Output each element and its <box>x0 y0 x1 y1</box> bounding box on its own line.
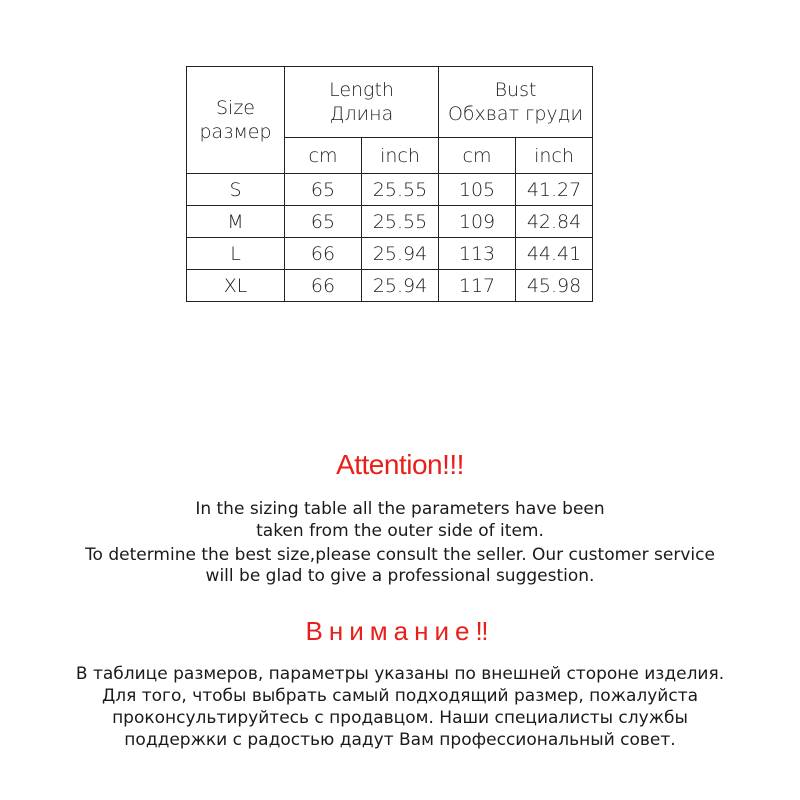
notice-line: Для того, чтобы выбрать самый подходящий размер, пожалуйста <box>101 686 699 706</box>
size-cell: XL <box>187 270 285 302</box>
notice-line: taken from the outer side of item. <box>256 521 544 541</box>
unit-cell: cm <box>439 138 516 174</box>
size-header-ru: размер <box>199 121 272 143</box>
notice-paragraph-en-1 <box>0 498 800 542</box>
bust-header-en: Bust <box>494 79 537 101</box>
bust-cm-cell: 109 <box>439 206 516 238</box>
table-row <box>187 270 593 302</box>
bust-header-cell <box>439 67 593 138</box>
notice-line: In the sizing table all the parameters have been <box>195 499 605 519</box>
table-row <box>187 206 593 238</box>
size-cell: M <box>187 206 285 238</box>
length-cm-cell: 66 <box>285 238 362 270</box>
length-cm-cell: 65 <box>285 206 362 238</box>
bust-header-ru: Обхват груди <box>447 103 584 125</box>
bust-cm-cell: 105 <box>439 174 516 206</box>
length-inch-cell: 25.94 <box>362 270 439 302</box>
length-inch-cell: 25.55 <box>362 206 439 238</box>
size-cell: L <box>187 238 285 270</box>
length-inch-cell: 25.94 <box>362 238 439 270</box>
unit-cell: inch <box>516 138 593 174</box>
size-chart-table <box>186 66 593 302</box>
bust-inch-cell: 44.41 <box>516 238 593 270</box>
size-header-en: Size <box>215 97 255 119</box>
bust-cm-cell: 113 <box>439 238 516 270</box>
notice-paragraph-ru <box>0 663 800 751</box>
length-cm-cell: 66 <box>285 270 362 302</box>
bust-inch-cell: 45.98 <box>516 270 593 302</box>
attention-heading-ru: Внимание‼ <box>305 616 495 646</box>
notice-line: проконсультируйтесь с продавцом. Наши специалисты службы <box>112 708 688 728</box>
unit-cell: cm <box>285 138 362 174</box>
notice-line: will be glad to give a professional suggestion. <box>205 566 595 586</box>
size-header-cell <box>187 67 285 174</box>
notice-line: В таблице размеров, параметры указаны по внешней стороне изделия. <box>75 664 725 684</box>
bust-cm-cell: 117 <box>439 270 516 302</box>
length-header-ru: Длина <box>329 103 394 125</box>
bust-inch-cell: 41.27 <box>516 174 593 206</box>
table-row <box>187 238 593 270</box>
table-header-row <box>187 67 593 138</box>
length-header-en: Length <box>329 79 394 101</box>
notice-line: поддержки с радостью дадут Вам профессиональный совет. <box>124 730 676 750</box>
size-cell: S <box>187 174 285 206</box>
unit-cell: inch <box>362 138 439 174</box>
bust-inch-cell: 42.84 <box>516 206 593 238</box>
length-cm-cell: 65 <box>285 174 362 206</box>
table-row <box>187 174 593 206</box>
notice-line: To determine the best size,please consult the seller. Our customer service <box>85 545 715 565</box>
length-inch-cell: 25.55 <box>362 174 439 206</box>
length-header-cell <box>285 67 439 138</box>
notice-paragraph-en-2 <box>0 545 800 587</box>
attention-heading-en: Attention!!! <box>336 449 464 480</box>
